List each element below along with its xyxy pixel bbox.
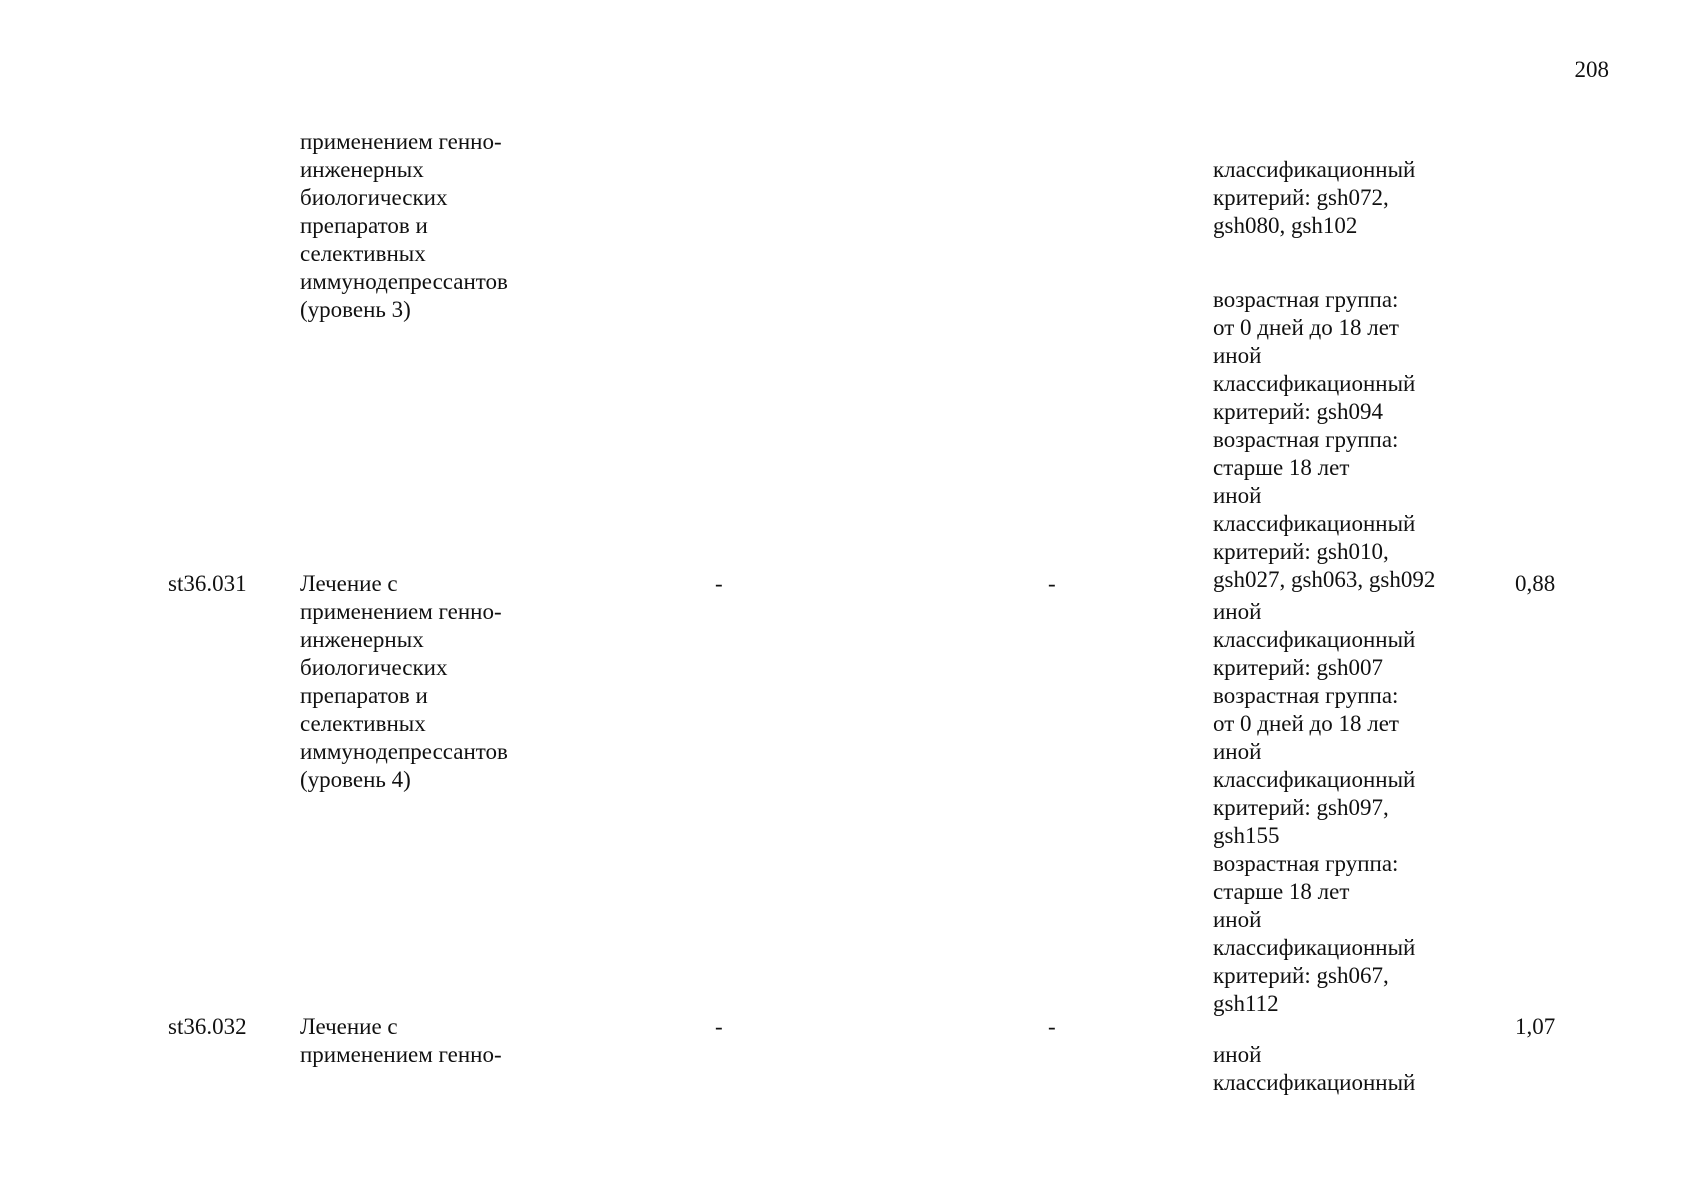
row-code: st36.032	[168, 1014, 247, 1039]
row-criteria	[1213, 128, 1473, 622]
row-column-3: -	[715, 1014, 723, 1039]
row-criteria	[1213, 1013, 1473, 1125]
row-name: Лечение с применением генно-	[300, 1014, 502, 1067]
row-name: применением генно- инженерных биологических препаратов и селективных иммунодепрессантов (уровень 3)	[300, 129, 508, 322]
row-column-4: -	[1048, 571, 1056, 596]
row-column-3: -	[715, 571, 723, 596]
criteria-block: иной классификационный	[1213, 1042, 1416, 1095]
row-name: Лечение с применением генно- инженерных биологических препаратов и селективных иммунодепрессантов (уровень 4)	[300, 571, 508, 792]
row-coefficient: 0,88	[1515, 571, 1556, 596]
row-coefficient: 1,07	[1515, 1014, 1556, 1039]
row-column-4: -	[1048, 1014, 1056, 1039]
criteria-block: иной классификационный критерий: gsh007 возрастная группа: от 0 дней до 18 лет иной классификационный критерий: gsh097, gsh155 возрастная группа: старше 18 лет иной классификационный критерий: gsh067, gsh112	[1213, 599, 1416, 1016]
row-criteria	[1213, 570, 1473, 1046]
criteria-block: классификационный критерий: gsh072, gsh080, gsh102	[1213, 157, 1416, 238]
criteria-block: возрастная группа: от 0 дней до 18 лет иной классификационный критерий: gsh094 возрастная группа: старше 18 лет иной классификационный критерий: gsh010, gsh027, gsh063, gsh092	[1213, 287, 1436, 592]
row-code: st36.031	[168, 571, 247, 596]
page-number: 208	[1574, 57, 1609, 82]
